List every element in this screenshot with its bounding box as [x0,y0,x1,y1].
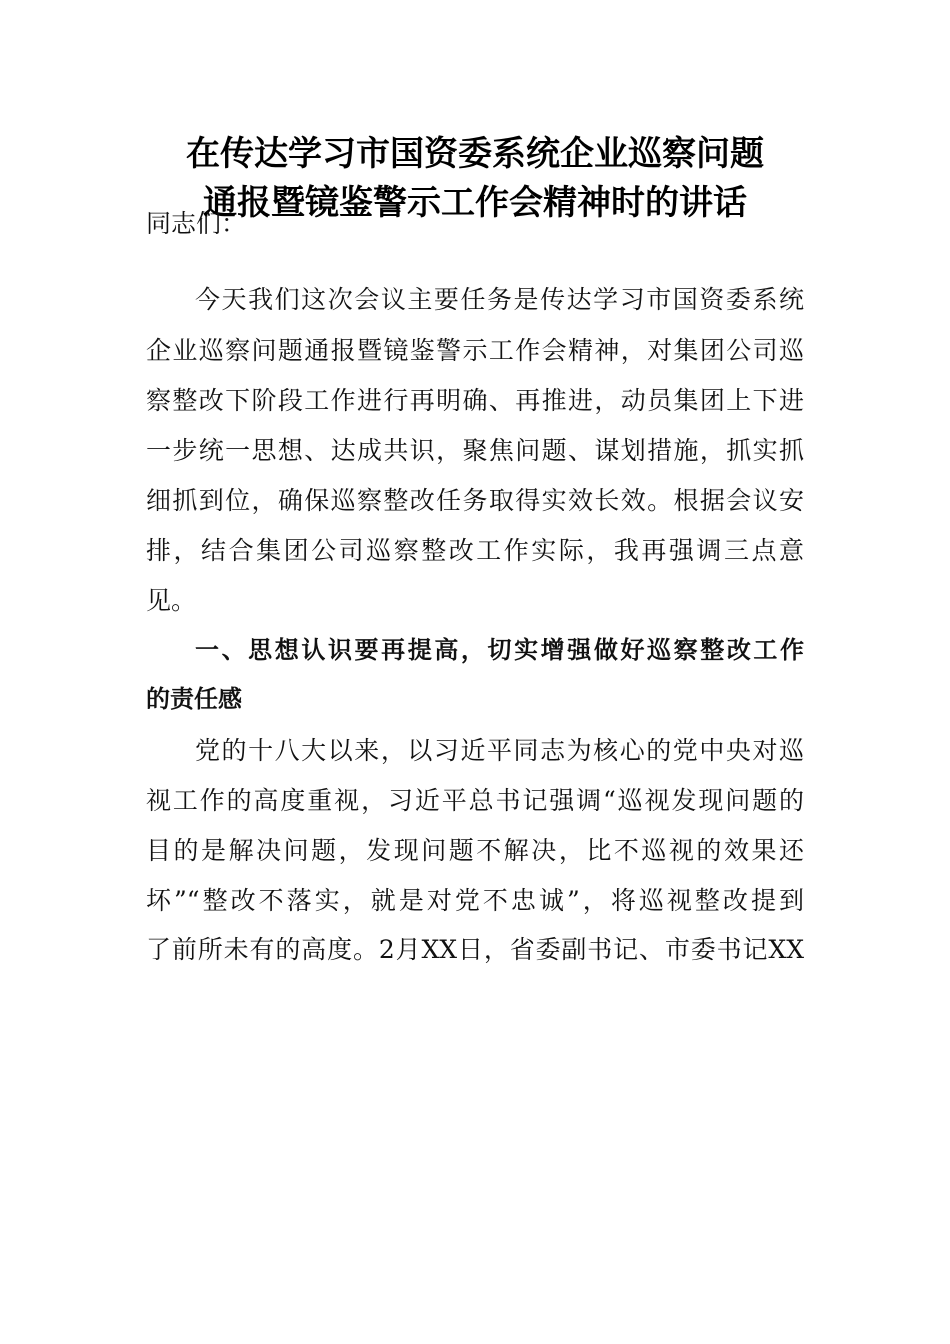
document-title-line-1: 在传达学习市国资委系统企业巡察问题 [186,134,764,174]
paragraph-1-line: 企业巡察问题通报暨镜鉴警示工作会精神，对集团公司巡 [146,336,804,365]
paragraph-1-line: 一步统一思想、达成共识，聚焦问题、谋划措施，抓实抓 [146,436,804,465]
section-heading-1: 一、思想认识要再提高，切实增强做好巡察整改工作 [195,636,804,664]
document-title-line-2: 通报暨镜鉴警示工作会精神时的讲话 [203,183,747,223]
paragraph-2-line: 了前所未有的高度。2月XX日，省委副书记、市委书记XX [146,935,804,964]
paragraph-2-line: 目的是解决问题，发现问题不解决，比不巡视的效果还 [146,836,804,865]
paragraph-1-line: 排，结合集团公司巡察整改工作实际，我再强调三点意 [146,536,804,565]
section-heading-1-cont: 的责任感 [146,685,242,713]
paragraph-2-line: 党的十八大以来，以习近平同志为核心的党中央对巡 [195,736,804,765]
paragraph-1-line: 见。 [146,586,197,615]
paragraph-1-line: 细抓到位，确保巡察整改任务取得实效长效。根据会议安 [146,486,804,515]
paragraph-2-line: 视工作的高度重视，习近平总书记强调“巡视发现问题的 [146,786,804,815]
paragraph-1-line: 今天我们这次会议主要任务是传达学习市国资委系统 [195,285,804,314]
salutation: 同志们： [146,209,247,238]
paragraph-1-line: 察整改下阶段工作进行再明确、再推进，动员集团上下进 [146,386,804,415]
paragraph-2-line: 坏”“整改不落实，就是对党不忠诚”，将巡视整改提到 [146,886,804,915]
